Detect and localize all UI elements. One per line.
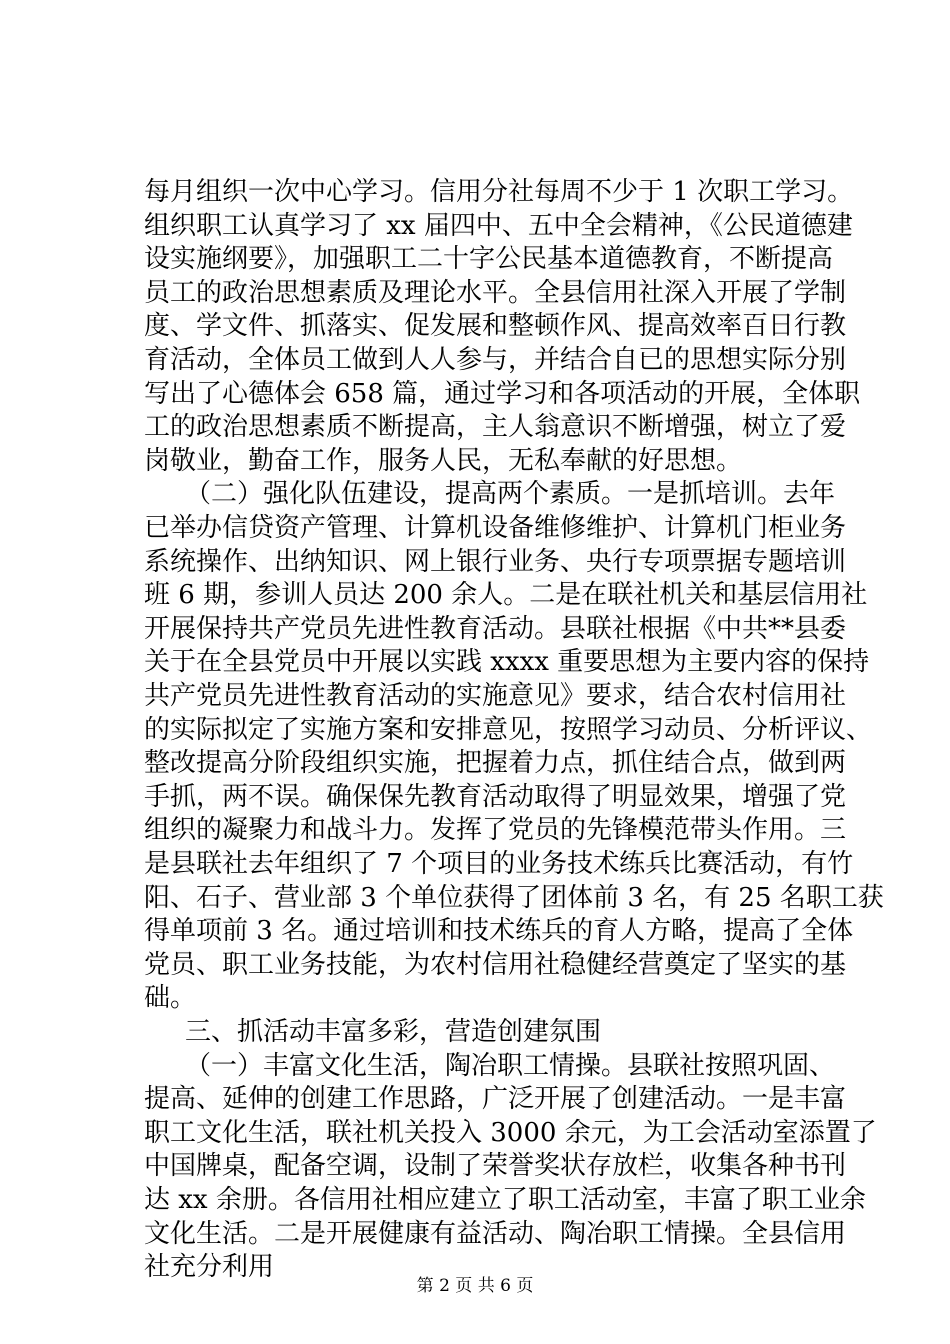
text-line: 员工的政治思想素质及理论水平。全县信用社深入开展了学制	[144, 277, 847, 308]
text-line: 阳、石子、营业部 3 个单位获得了团体前 3 名，有 25 名职工获	[144, 882, 884, 913]
text-line: 岗敬业，勤奋工作，服务人民，无私奉献的好思想。	[144, 445, 743, 476]
text-line: 育活动，全体员工做到人人参与，并结合自已的思想实际分别	[144, 345, 847, 375]
text-line: 共产党员先进性教育活动的实施意见》要求，结合农村信用社	[144, 681, 847, 711]
text-line: 党员、职工业务技能，为农村信用社稳健经营奠定了坚实的基	[144, 949, 847, 980]
text-line: 已举办信贷资产管理、计算机设备维修维护、计算机门柜业务	[144, 513, 847, 543]
text-line: 班 6 期，参训人员达 200 余人。二是在联社机关和基层信用社	[144, 580, 868, 611]
text-line: 达 xx 余册。各信用社相应建立了职工活动室，丰富了职工业余	[144, 1185, 866, 1215]
text-line: 每月组织一次中心学习。信用分社每周不少于 1 次职工学习。	[144, 177, 854, 207]
text-line: 度、学文件、抓落实、促发展和整顿作风、提高效率百日行教	[144, 311, 847, 342]
text-line: 社充分利用	[144, 1252, 275, 1283]
text-line: 三、抓活动丰富多彩，营造创建氛围	[185, 1017, 602, 1047]
text-line: 中国牌桌，配备空调，设制了荣誉奖状存放栏，收集各种书刊	[144, 1151, 847, 1182]
text-line: 职工文化生活，联社机关投入 3000 余元，为工会活动室添置了	[144, 1117, 877, 1148]
text-line: 础。	[144, 983, 197, 1014]
text-line: 设实施纲要》，加强职工二十字公民基本道德教育，不断提高	[144, 244, 834, 275]
text-line: 组织职工认真学习了 xx 届四中、五中全会精神，《公民道德建	[144, 210, 853, 241]
text-line: 系统操作、出纳知识、网上银行业务、央行专项票据专题培训	[144, 546, 847, 577]
text-line: 开展保持共产党员先进性教育活动。县联社根据《中共**县委	[144, 613, 847, 644]
text-line: （一）丰富文化生活，陶冶职工情操。县联社按照巩固、	[185, 1050, 836, 1081]
page-footer: 第 2 页 共 6 页	[416, 1276, 534, 1296]
text-line: 工的政治思想素质不断提高，主人翁意识不断增强，树立了爱	[144, 412, 847, 443]
text-line: 提高、延伸的创建工作思路，广泛开展了创建活动。一是丰富	[144, 1084, 847, 1115]
text-line: 关于在全县党员中开展以实践 xxxx 重要思想为主要内容的保持	[144, 647, 870, 678]
text-line: 整改提高分阶段组织实施，把握着力点，抓住结合点，做到两	[144, 748, 847, 779]
text-line: 是县联社去年组织了 7 个项目的业务技术练兵比赛活动，有竹	[144, 849, 854, 879]
text-line: 的实际拟定了实施方案和安排意见，按照学习动员、分析评议、	[144, 714, 873, 745]
text-line: 得单项前 3 名。通过培训和技术练兵的育人方略，提高了全体	[144, 916, 854, 947]
text-line: 手抓，两不误。确保保先教育活动取得了明显效果，增强了党	[144, 781, 847, 812]
text-line: （二）强化队伍建设，提高两个素质。一是抓培训。去年	[185, 479, 836, 510]
text-line: 写出了心德体会 658 篇，通过学习和各项活动的开展，全体职	[144, 378, 861, 409]
text-line: 文化生活。二是开展健康有益活动、陶冶职工情操。全县信用	[144, 1218, 847, 1249]
text-line: 组织的凝聚力和战斗力。发挥了党员的先锋模范带头作用。三	[144, 815, 847, 846]
